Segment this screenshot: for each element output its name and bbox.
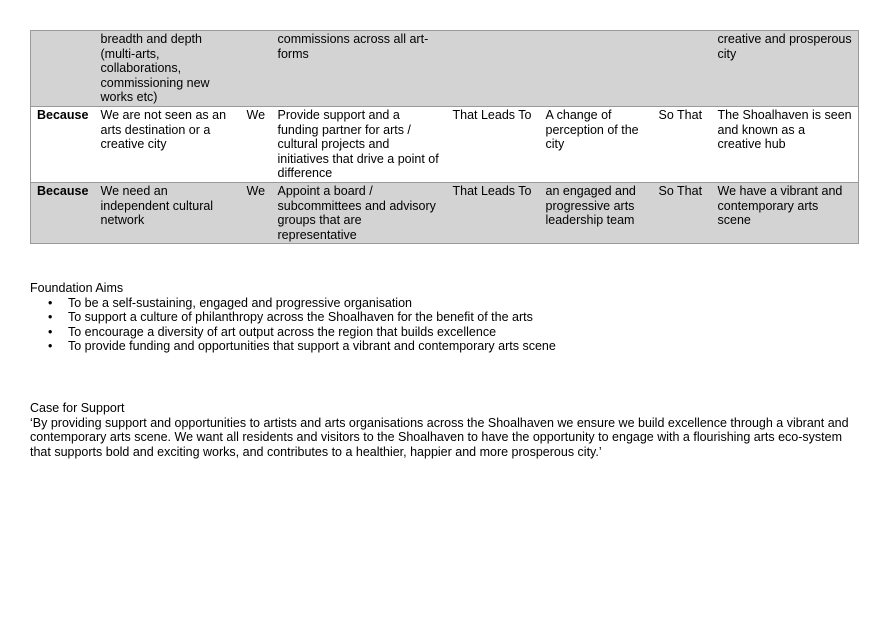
list-item xyxy=(48,295,860,311)
leads-to-label: That Leads To xyxy=(447,106,540,182)
bullet-icon: • xyxy=(48,310,53,325)
case-for-support-heading: Case for Support xyxy=(30,401,125,415)
actor-label xyxy=(241,31,272,107)
bullet-icon: • xyxy=(48,339,53,354)
problem-cell: We need an independent cultural network xyxy=(95,182,241,243)
change-table xyxy=(30,30,859,244)
actor-label: We xyxy=(241,182,272,243)
list-item xyxy=(48,324,860,340)
outcome-cell: an engaged and progressive arts leadership team xyxy=(540,182,653,243)
list-item-text: To encourage a diversity of art output across the region that builds excellence xyxy=(68,324,497,339)
table-row xyxy=(31,106,859,182)
table-row xyxy=(31,182,859,243)
action-cell: Provide support and a funding partner for arts / cultural projects and initiatives that drive a point of difference xyxy=(272,106,447,182)
foundation-aims-section xyxy=(30,281,860,354)
action-cell: Appoint a board / subcommittees and advisory groups that are representative xyxy=(272,182,447,243)
bullet-icon: • xyxy=(48,295,53,310)
list-item-text: To be a self-sustaining, engaged and progressive organisation xyxy=(68,295,412,310)
table-row xyxy=(31,31,859,107)
outcome-cell: A change of perception of the city xyxy=(540,106,653,182)
list-item xyxy=(48,339,860,354)
case-for-support-section xyxy=(30,401,860,459)
outcome-cell xyxy=(540,31,653,107)
list-item-text: To support a culture of philanthropy across the Shoalhaven for the benefit of the arts xyxy=(68,310,533,325)
impact-cell: creative and prosperous city xyxy=(712,31,859,107)
action-cell: commissions across all art-forms xyxy=(272,31,447,107)
problem-cell: We are not seen as an arts destination or a creative city xyxy=(95,106,241,182)
so-that-label xyxy=(653,31,712,107)
leads-to-label: That Leads To xyxy=(447,182,540,243)
foundation-aims-list xyxy=(30,296,860,354)
bullet-icon: • xyxy=(48,324,53,339)
theory-of-change-table xyxy=(30,30,858,244)
leads-to-label xyxy=(447,31,540,107)
condition-label: Because xyxy=(31,106,95,182)
problem-cell: breadth and depth (multi-arts, collaborations, commissioning new works etc) xyxy=(95,31,241,107)
case-for-support-body: ‘By providing support and opportunities to artists and arts organisations across the Shoalhaven we ensure we build excellence through a vibrant and contemporary arts scene. We want all residents and visitors to the Shoalhaven to have the opportunity to engage with a flourishing arts eco-system that supports bold and exciting works, and contributes to a healthier, happier and more prosperous city.’ xyxy=(30,415,849,459)
so-that-label: So That xyxy=(653,182,712,243)
condition-label: Because xyxy=(31,182,95,243)
impact-cell: We have a vibrant and contemporary arts scene xyxy=(712,182,859,243)
condition-label xyxy=(31,31,95,107)
impact-cell: The Shoalhaven is seen and known as a creative hub xyxy=(712,106,859,182)
foundation-aims-heading: Foundation Aims xyxy=(30,281,124,295)
actor-label: We xyxy=(241,106,272,182)
list-item-text: To provide funding and opportunities that support a vibrant and contemporary arts scene xyxy=(68,339,556,354)
list-item xyxy=(48,310,860,325)
so-that-label: So That xyxy=(653,106,712,182)
